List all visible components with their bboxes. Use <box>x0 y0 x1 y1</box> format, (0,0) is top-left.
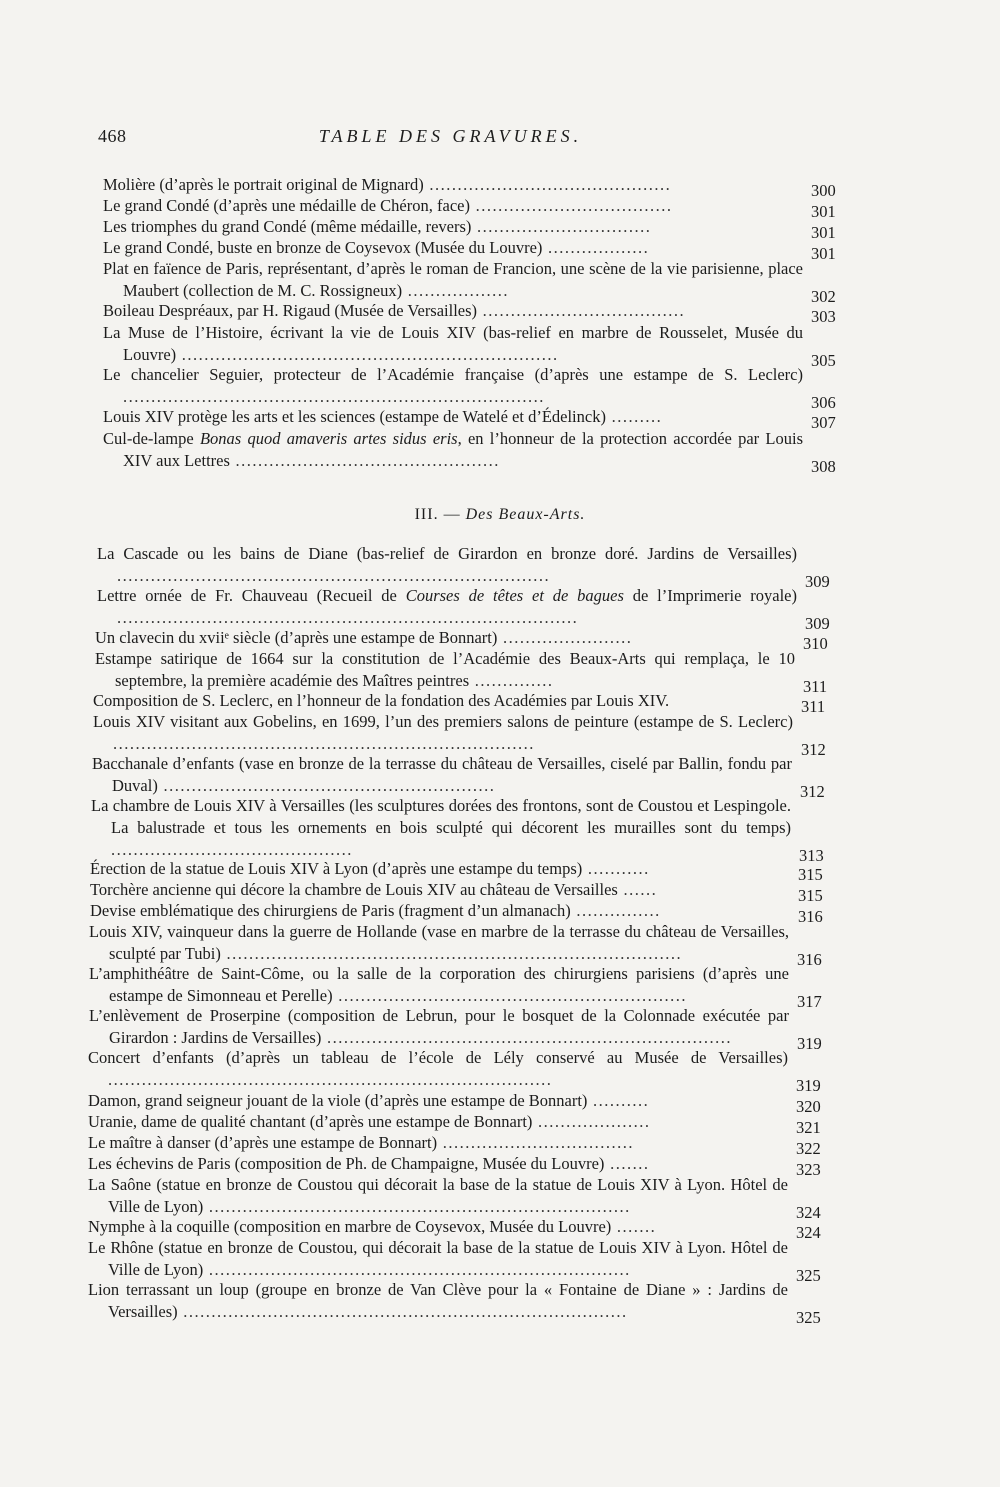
page-number: 468 <box>98 126 127 146</box>
entry-page: 315 <box>798 865 823 884</box>
entry-page: 301 <box>811 244 836 263</box>
entry-page: 307 <box>811 413 836 432</box>
entry-page: 306 <box>811 393 836 412</box>
dot-leader: ........................................................................... <box>203 1197 631 1216</box>
entry-page: 305 <box>811 351 836 370</box>
dot-leader: ........................................................................... <box>123 387 545 406</box>
toc-entry <box>103 258 836 306</box>
toc-entry <box>88 1132 821 1158</box>
dot-leader: ........................................................................... <box>113 734 535 753</box>
dot-leader: .............................................................. <box>332 986 687 1005</box>
entry-page: 324 <box>796 1203 821 1222</box>
toc-entry <box>89 1005 822 1053</box>
dot-leader: ....... <box>611 1217 657 1236</box>
toc-entry <box>89 963 822 1011</box>
entry-text: Nymphe à la coquille (composition en marbre de Coysevox, Musée du Louvre) <box>88 1217 612 1236</box>
dot-leader: ...... <box>617 880 658 899</box>
dot-leader: ............................... <box>471 217 652 236</box>
toc-entry <box>88 1111 821 1137</box>
entry-text: Boileau Despréaux, par H. Rigaud (Musée de Versailles) <box>103 301 478 320</box>
toc-entry <box>90 900 823 926</box>
entry-page: 316 <box>797 950 822 969</box>
dot-leader: .......... <box>587 1091 650 1110</box>
entry-page: 309 <box>805 572 830 591</box>
entry-page: 313 <box>799 846 824 865</box>
entry-page: 310 <box>803 634 828 653</box>
entry-page: 320 <box>796 1097 821 1116</box>
toc-entry <box>103 364 836 412</box>
dot-leader: .................................. <box>437 1133 634 1152</box>
dot-leader: ............................................................................. <box>117 566 551 585</box>
page-header <box>98 126 803 154</box>
entry-text: Torchère ancienne qui décore la chambre de Louis XIV au château de Versailles <box>90 880 618 899</box>
entry-text: La Cascade ou les bains de Diane (bas-relief de Girardon en bronze doré. Jardins de Versailles) <box>97 544 797 563</box>
entry-text: Louis XIV protège les arts et les sciences (estampe de Watelé et d’Édelinck) <box>103 407 606 426</box>
entry-text: Plat en faïence de Paris, représentant, d’après le roman de Francion, une scène de la vie parisienne, place Maubert (collection de M. C. Rossigneux) <box>103 259 803 300</box>
entry-text: Estampe satirique de 1664 sur la constitution de l’Académie des Beaux-Arts qui remplaça, le 10 septembre, la première académie des Maîtres peintres <box>95 649 795 690</box>
entry-text-pre: Cul-de-lampe <box>103 429 200 448</box>
entry-text-post: de l’Imprimerie royale) <box>623 586 797 605</box>
dot-leader: ........................................... <box>111 840 353 859</box>
entry-page: 315 <box>798 886 823 905</box>
entry-text: Concert d’enfants (d’après un tableau de l’école de Lély conservé au Musée de Versailles) <box>88 1048 788 1067</box>
dot-leader: ........................................................................ <box>321 1028 732 1047</box>
entry-text: Uranie, dame de qualité chantant (d’après une estampe de Bonnart) <box>88 1112 533 1131</box>
toc-entry <box>103 406 836 432</box>
entry-page: 302 <box>811 287 836 306</box>
toc-entry <box>88 1237 821 1285</box>
entry-page: 311 <box>803 677 828 696</box>
running-title: TABLE DES GRAVURES. <box>318 126 583 146</box>
entry-page: 300 <box>811 181 836 200</box>
entry-page: 309 <box>805 614 830 633</box>
toc-entry <box>103 300 836 326</box>
toc-entry <box>88 1174 821 1222</box>
dot-leader: ................................................................................. <box>220 944 683 963</box>
entry-text: Le chancelier Seguier, protecteur de l’Académie française (d’après une estampe de S. Leclerc) <box>103 365 803 384</box>
toc-entry <box>90 858 823 884</box>
entry-page: 317 <box>797 992 822 1011</box>
toc-entry <box>88 1090 821 1116</box>
toc-entry <box>91 795 824 865</box>
entry-text: Érection de la statue de Louis XIV à Lyon (d’après une estampe du temps) <box>90 859 583 878</box>
entry-text: Un clavecin du xviiᵉ siècle (d’après une estampe de Bonnart) <box>95 628 498 647</box>
dot-leader: ....................... <box>497 628 633 647</box>
dot-leader: .................................... <box>477 301 686 320</box>
entry-page: 322 <box>796 1139 821 1158</box>
entry-text: L’amphithéâtre de Saint-Côme, ou la salle de la corporation des chirurgiens parisiens (d’après une estampe de Simonneau et Perelle) <box>89 964 789 1005</box>
entry-text: Bacchanale d’enfants (vase en bronze de la terrasse du château de Versailles, ciselé par Ballin, fondu par Duval) <box>92 754 792 795</box>
toc-entry <box>97 543 830 591</box>
entry-page: 319 <box>797 1034 822 1053</box>
entry-text: Le Rhône (statue en bronze de Coustou, qui décorait la base de la statue de Louis XIV à Lyon. Hôtel de Ville de Lyon) <box>88 1238 788 1279</box>
section-heading <box>0 506 1000 524</box>
section-subtitle: Des Beaux-Arts. <box>465 506 586 523</box>
section-number: III. — <box>414 506 461 523</box>
toc-entry <box>93 690 826 716</box>
entry-page: 301 <box>811 202 836 221</box>
dot-leader: ............................................................................... <box>108 1070 553 1089</box>
toc-entry <box>103 237 836 263</box>
entry-text: Le grand Condé (d’après une médaille de Chéron, face) <box>103 196 470 215</box>
dot-leader: .................. <box>542 238 650 257</box>
entry-text-italic: Courses de têtes et de bagues <box>405 586 624 605</box>
toc-entry <box>92 753 825 801</box>
dot-leader: ............................................... <box>229 451 500 470</box>
entry-text: Louis XIV, vainqueur dans la guerre de Hollande (vase en marbre de la terrasse du château de Versailles, sculpté par Tubi) <box>89 922 789 963</box>
entry-text: Le grand Condé, buste en bronze de Coysevox (Musée du Louvre) <box>103 238 543 257</box>
entry-text: Lion terrassant un loup (groupe en bronze de Van Clève pour la « Fontaine de Diane » : Jardins de Versailles) <box>88 1280 788 1321</box>
toc-entry <box>95 648 828 696</box>
toc-entry <box>88 1153 821 1179</box>
entry-text: Les triomphes du grand Condé (même médaille, revers) <box>103 217 472 236</box>
toc-entry <box>103 174 836 200</box>
toc-entry <box>88 1216 821 1242</box>
dot-leader: ............... <box>570 901 661 920</box>
toc-entry <box>88 1047 821 1095</box>
toc-entry <box>90 879 823 905</box>
toc-entry <box>103 428 836 476</box>
toc-entry <box>103 216 836 242</box>
toc-entry <box>103 322 836 370</box>
toc-entry <box>89 921 822 969</box>
entry-text: La chambre de Louis XIV à Versailles (les sculptures dorées des frontons, sont de Coustou et Lespingole. La balustrade et tous les ornements en bois sculpté qui décorent les murailles sont du temps) <box>91 796 791 837</box>
entry-page: 319 <box>796 1076 821 1095</box>
entry-page: 311 <box>801 697 826 716</box>
dot-leader: .................... <box>532 1112 651 1131</box>
entry-text-post: , en l’honneur de la protection accordée par Louis XIV aux Lettres <box>123 429 803 470</box>
dot-leader: ......... <box>605 407 663 426</box>
dot-leader: .............. <box>469 671 554 690</box>
entry-page: 321 <box>796 1118 821 1137</box>
dot-leader: ................................... <box>469 196 673 215</box>
entry-page: 303 <box>811 307 836 326</box>
entry-text: Composition de S. Leclerc, en l’honneur de la fondation des Académies par Louis XIV. <box>93 691 670 710</box>
dot-leader: ........... <box>582 859 650 878</box>
entry-page: 323 <box>796 1160 821 1179</box>
entry-text: La Muse de l’Histoire, écrivant la vie de Louis XIV (bas-relief en marbre de Rousselet, Musée du Louvre) <box>103 323 803 364</box>
entry-page: 301 <box>811 223 836 242</box>
entry-page: 325 <box>796 1308 821 1327</box>
entry-text: La Saône (statue en bronze de Coustou qui décorait la base de la statue de Louis XIV à Lyon. Hôtel de Ville de Lyon) <box>88 1175 788 1216</box>
entry-page: 316 <box>798 907 823 926</box>
dot-leader: ........................................................................... <box>203 1260 631 1279</box>
entry-text: Damon, grand seigneur jouant de la viole (d’après une estampe de Bonnart) <box>88 1091 588 1110</box>
entry-text: L’enlèvement de Proserpine (composition de Lebrun, pour le bosquet de la Colonnade exécutée par Girardon : Jardins de Versailles) <box>89 1006 789 1047</box>
entry-text: Les échevins de Paris (composition de Ph. de Champaigne, Musée du Louvre) <box>88 1154 605 1173</box>
toc-entry <box>103 195 836 221</box>
entry-text-pre: Lettre ornée de Fr. Chauveau (Recueil de <box>97 586 406 605</box>
dot-leader: .................................................................................. <box>117 608 579 627</box>
dot-leader: ............................................................................... <box>177 1302 628 1321</box>
entry-page: 312 <box>801 740 826 759</box>
entry-text-italic: Bonas quod amaveris artes sidus eris <box>199 429 458 448</box>
dot-leader: ........................................... <box>423 175 672 194</box>
entry-text: Devise emblématique des chirurgiens de Paris (fragment d’un almanach) <box>90 901 571 920</box>
dot-leader: .................. <box>402 281 509 300</box>
toc-entry <box>93 711 826 759</box>
toc-entry <box>95 627 828 653</box>
entry-page: 325 <box>796 1266 821 1285</box>
entry-text: Le maître à danser (d’après une estampe de Bonnart) <box>88 1133 438 1152</box>
dot-leader: ....... <box>604 1154 650 1173</box>
toc-entry <box>97 585 830 633</box>
entry-page: 312 <box>800 782 825 801</box>
entry-text: Molière (d’après le portrait original de Mignard) <box>103 175 424 194</box>
entry-text: Louis XIV visitant aux Gobelins, en 1699, l’un des premiers salons de peinture (estampe de S. Leclerc) <box>93 712 793 731</box>
toc-entry <box>88 1279 821 1327</box>
dot-leader: ................................................................... <box>176 345 559 364</box>
entry-page: 324 <box>796 1223 821 1242</box>
entry-page: 308 <box>811 457 836 476</box>
dot-leader: ........................................................... <box>157 776 496 795</box>
